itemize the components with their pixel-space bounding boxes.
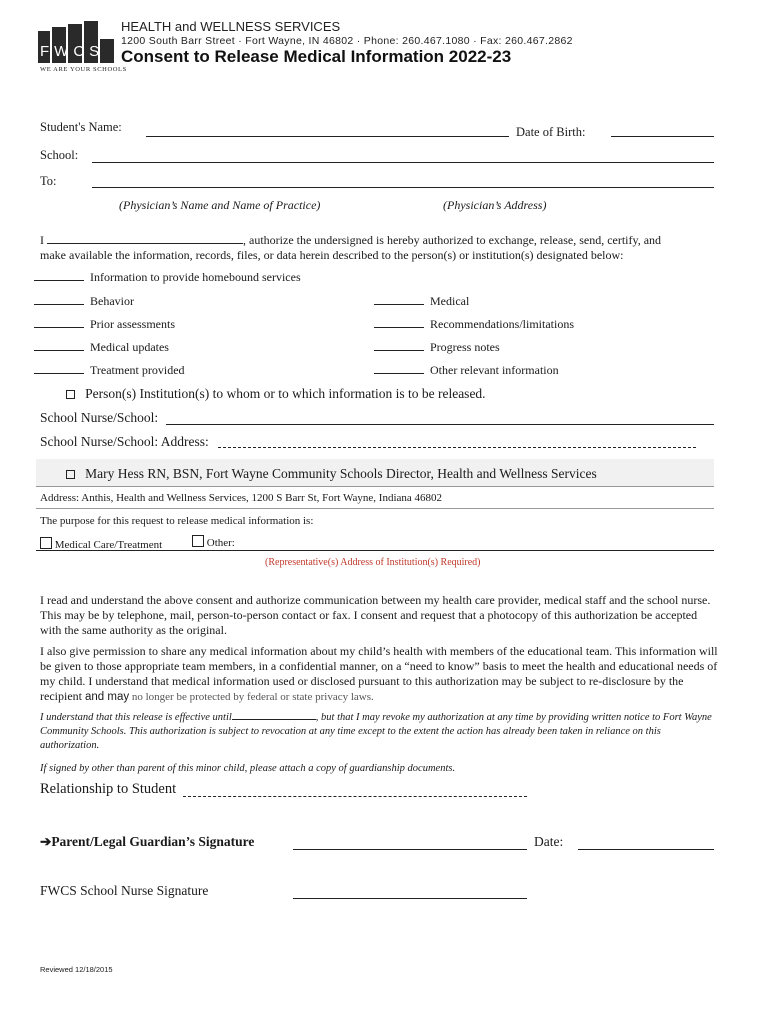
to-label: To: xyxy=(40,174,57,188)
item-treatment-provided[interactable]: Treatment provided xyxy=(34,363,185,378)
director-option[interactable]: Mary Hess RN, BSN, Fort Wayne Community Schools Director, Health and Wellness Services xyxy=(66,466,597,482)
relationship-label: Relationship to Student xyxy=(40,781,177,797)
other-option[interactable]: Other: xyxy=(192,535,235,549)
to-field[interactable] xyxy=(92,187,714,188)
school-nurse-address-label: School Nurse/School: Address: xyxy=(40,434,209,449)
medical-care-checkbox[interactable] xyxy=(40,537,52,549)
persons-checkbox[interactable] xyxy=(66,390,75,399)
dob-field[interactable] xyxy=(611,136,714,137)
item-progress-notes[interactable]: Progress notes xyxy=(374,340,500,355)
persons-option[interactable]: Person(s) Institution(s) to whom or to which information is to be released. xyxy=(66,386,486,402)
nurse-signature-field[interactable] xyxy=(293,898,527,899)
dob-label: Date of Birth: xyxy=(516,125,586,139)
school-nurse-field[interactable] xyxy=(166,424,714,425)
effective-until-field[interactable] xyxy=(232,719,316,720)
guardianship-note: If signed by other than parent of this minor child, please attach a copy of guardianship documents. xyxy=(40,763,456,774)
fwcs-logo xyxy=(38,21,114,63)
reviewed-date: Reviewed 12/18/2015 xyxy=(40,965,113,974)
item-other-relevant[interactable]: Other relevant information xyxy=(374,363,559,378)
director-divider xyxy=(36,486,714,487)
school-label: School: xyxy=(40,148,79,162)
authorization-line-2: make available the information, records, files, or data herein described to the person(s) or institution(s) designated below: xyxy=(40,248,624,262)
revocation-paragraph: I understand that this release is effective until , but that I may revoke my authorization at any time by providing written notice to Fort Wayne Community Schools. This authorization is subject to revocation at any time except to the extent the action has already been taken in reliance on this authorization. xyxy=(40,712,712,751)
item-prior-assessments[interactable]: Prior assessments xyxy=(34,317,175,332)
item-behavior[interactable]: Behavior xyxy=(34,294,134,309)
director-checkbox[interactable] xyxy=(66,470,75,479)
purpose-divider xyxy=(36,550,714,551)
consent-paragraph-1: I read and understand the above consent and authorize communication between my health care provider, medical staff and the school nurse. This may be by telephone, mail, person-to-person contact or fax. I consent and request that a photocopy of this authorization be accepted with the same authority as the original. xyxy=(40,593,711,637)
purpose-intro: The purpose for this request to release medical information is: xyxy=(40,515,314,527)
authorization-line-1: I , authorize the undersigned is hereby authorized to exchange, release, send, certify, and xyxy=(40,233,662,247)
logo-text: FWCS xyxy=(40,43,105,60)
item-recommendations[interactable]: Recommendations/limitations xyxy=(374,317,574,332)
physician-address-caption: (Physician’s Address) xyxy=(443,198,547,212)
authorizer-name-field[interactable] xyxy=(47,243,243,244)
arrow-icon: ➔ xyxy=(40,834,52,849)
date-label: Date: xyxy=(534,834,564,849)
parent-signature-label: ➔Parent/Legal Guardian’s Signature xyxy=(40,834,255,849)
date-field[interactable] xyxy=(578,849,714,850)
parent-signature-field[interactable] xyxy=(293,849,527,850)
relationship-field[interactable] xyxy=(183,796,527,797)
school-nurse-address-field[interactable] xyxy=(218,447,696,448)
nurse-signature-label: FWCS School Nurse Signature xyxy=(40,883,209,898)
form-title: Consent to Release Medical Information 2022-23 xyxy=(121,47,512,66)
item-medical[interactable]: Medical xyxy=(374,294,469,309)
school-field[interactable] xyxy=(92,162,714,163)
item-homebound[interactable]: Information to provide homebound services xyxy=(34,270,301,285)
org-address: 1200 South Barr Street · Fort Wayne, IN 46802 · Phone: 260.467.1080 · Fax: 260.467.2862 xyxy=(121,35,573,47)
logo-tagline: WE ARE YOUR SCHOOLS xyxy=(40,66,127,73)
item-medical-updates[interactable]: Medical updates xyxy=(34,340,169,355)
other-checkbox[interactable] xyxy=(192,535,204,547)
medical-care-option[interactable]: Medical Care/Treatment xyxy=(40,537,162,551)
student-name-field[interactable] xyxy=(146,136,509,137)
director-address: Address: Anthis, Health and Wellness Services, 1200 S Barr St, Fort Wayne, Indiana 46802 xyxy=(40,492,443,504)
student-name-label: Student's Name: xyxy=(40,120,122,134)
org-name: HEALTH and WELLNESS SERVICES xyxy=(121,19,341,34)
consent-paragraph-2: I also give permission to share any medical information about my child’s health with members of the educational team. This information will be given to those appropriate team members, in a confidential manner, on a “need to know” basis to meet the health and educational needs of my child. I understand that medical information used or disclosed pursuant to this authorization may be subject to re-disclosure by the recipient and may no longer be protected by federal or state privacy laws. xyxy=(40,644,718,703)
school-nurse-label: School Nurse/School: xyxy=(40,410,159,425)
physician-name-caption: (Physician’s Name and Name of Practice) xyxy=(119,198,321,212)
representative-caption: (Representative(s) Address of Institution(s) Required) xyxy=(265,557,481,568)
address-divider xyxy=(36,508,714,509)
